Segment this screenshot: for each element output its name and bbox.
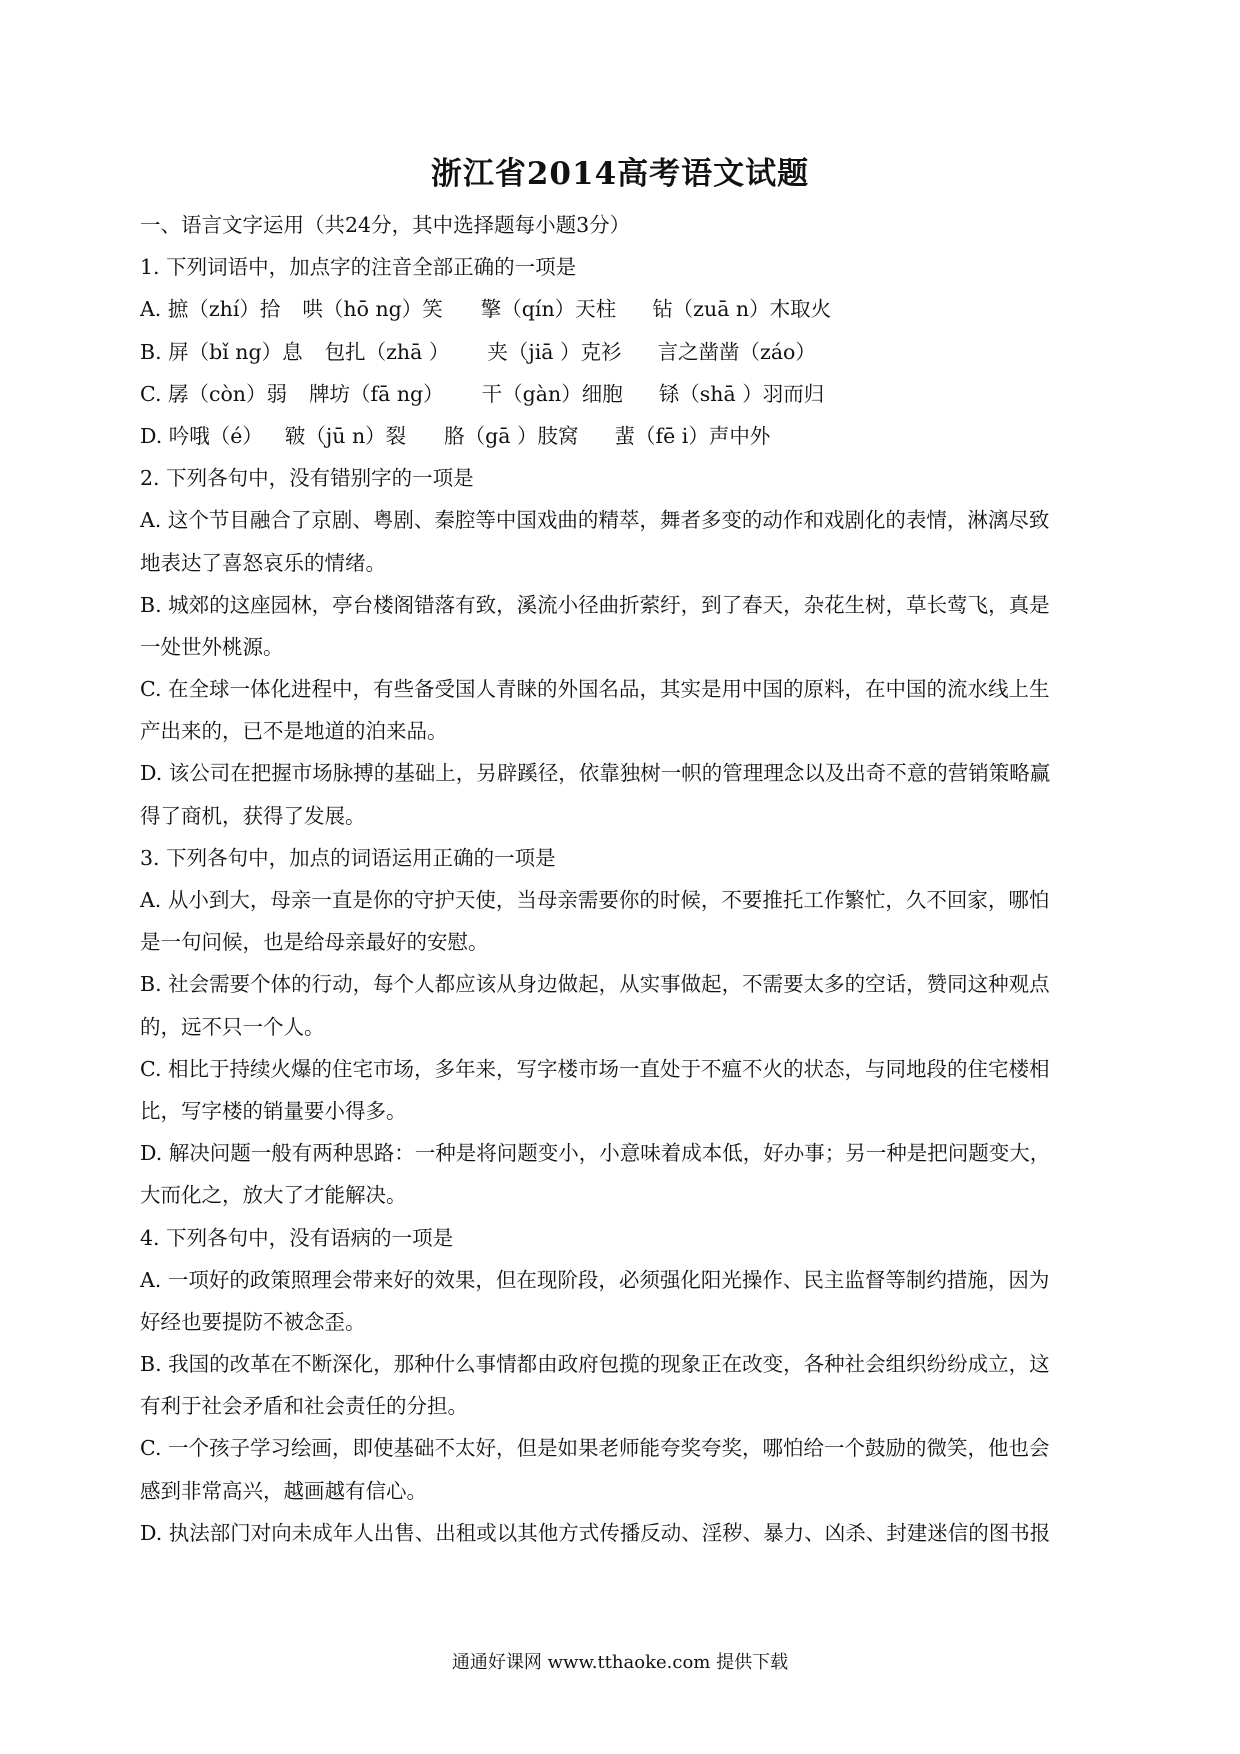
question-4-line: 好经也要提防不被念歪。: [140, 1309, 366, 1334]
question-3-line: 是一句问候，也是给母亲最好的安慰。: [140, 930, 489, 955]
question-2-line: B. 城郊的这座园林，亭台楼阁错落有致，溪流小径曲折萦纡，到了春天，杂花生树，草长莺飞，真是: [140, 592, 1050, 617]
question-4-line: 感到非常高兴，越画越有信心。: [140, 1478, 427, 1503]
question-3-line: 大而化之，放大了才能解决。: [140, 1183, 407, 1208]
question-4-stem: 4. 下列各句中，没有语病的一项是: [140, 1225, 454, 1250]
question-2-line: 地表达了喜怒哀乐的情绪。: [140, 550, 386, 575]
question-1-option-d: D. 吟哦（é） 皲（jū n）裂 胳（gā ）肢窝 蜚（fē i）声中外: [140, 423, 771, 448]
question-2-line: A. 这个节目融合了京剧、粤剧、秦腔等中国戏曲的精萃，舞者多变的动作和戏剧化的表情，淋漓尽致: [140, 508, 1050, 533]
question-3-stem: 3. 下列各句中，加点的词语运用正确的一项是: [140, 845, 556, 870]
question-1-option-c: C. 孱（còn）弱 牌坊（fā ng） 干（gàn）细胞 铩（shā ）羽而归: [140, 381, 825, 406]
question-1-option-a: A. 摭（zhí）拾 哄（hō ng）笑 擎（qín）天柱 钻（zuā n）木取火: [140, 297, 832, 322]
question-3-line: B. 社会需要个体的行动，每个人都应该从身边做起，从实事做起，不需要太多的空话，赞同这种观点: [140, 972, 1050, 997]
question-4-line: D. 执法部门对向未成年人出售、出租或以其他方式传播反动、淫秽、暴力、凶杀、封建迷信的图书报: [140, 1520, 1051, 1545]
page-footer: 通通好课网 www.tthaoke.com 提供下载: [451, 1652, 789, 1673]
question-4-line: B. 我国的改革在不断深化，那种什么事情都由政府包揽的现象正在改变，各种社会组织纷纷成立，这: [140, 1352, 1050, 1377]
question-1-stem: 1. 下列词语中，加点字的注音全部正确的一项是: [140, 255, 577, 280]
question-2-line: D. 该公司在把握市场脉搏的基础上，另辟蹊径，依靠独树一帜的管理理念以及出奇不意的营销策略赢: [140, 761, 1051, 786]
question-3-line: A. 从小到大，母亲一直是你的守护天使，当母亲需要你的时候，不要推托工作繁忙，久不回家，哪怕: [140, 888, 1050, 912]
question-4-line: 有利于社会矛盾和社会责任的分担。: [140, 1394, 468, 1419]
question-2-line: C. 在全球一体化进程中，有些备受国人青睐的外国名品，其实是用中国的原料，在中国的流水线上生: [140, 677, 1050, 702]
question-3-line: D. 解决问题一般有两种思路：一种是将问题变小，小意味着成本低，好办事；另一种是把问题变大，: [140, 1141, 1051, 1166]
document-body: [140, 204, 1108, 1554]
question-2-line: 得了商机，获得了发展。: [140, 803, 366, 828]
document-title: 浙江省2014高考语文试题: [430, 156, 810, 192]
question-2-line: 产出来的，已不是地道的泊来品。: [140, 719, 448, 744]
question-3-line: C. 相比于持续火爆的住宅市场，多年来，写字楼市场一直处于不瘟不火的状态，与同地段的住宅楼相: [140, 1056, 1050, 1081]
section-heading: 一、语言文字运用（共24分，其中选择题每小题3分）: [140, 213, 631, 237]
question-4-line: A. 一项好的政策照理会带来好的效果，但在现阶段，必须强化阳光操作、民主监督等制约措施，因为: [140, 1267, 1050, 1292]
question-3-line: 的，远不只一个人。: [140, 1014, 325, 1039]
question-3-line: 比，写字楼的销量要小得多。: [140, 1098, 407, 1123]
question-1-option-b: B. 屏（bǐ ng）息 包扎（zhā ） 夹（jiā ）克衫 言之凿凿（záo）: [140, 339, 816, 364]
question-2-stem: 2. 下列各句中，没有错别字的一项是: [140, 466, 474, 491]
question-2-line: 一处世外桃源。: [140, 634, 284, 659]
question-4-line: C. 一个孩子学习绘画，即使基础不太好，但是如果老师能夸奖夸奖，哪怕给一个鼓励的微笑，他也会: [140, 1436, 1050, 1461]
